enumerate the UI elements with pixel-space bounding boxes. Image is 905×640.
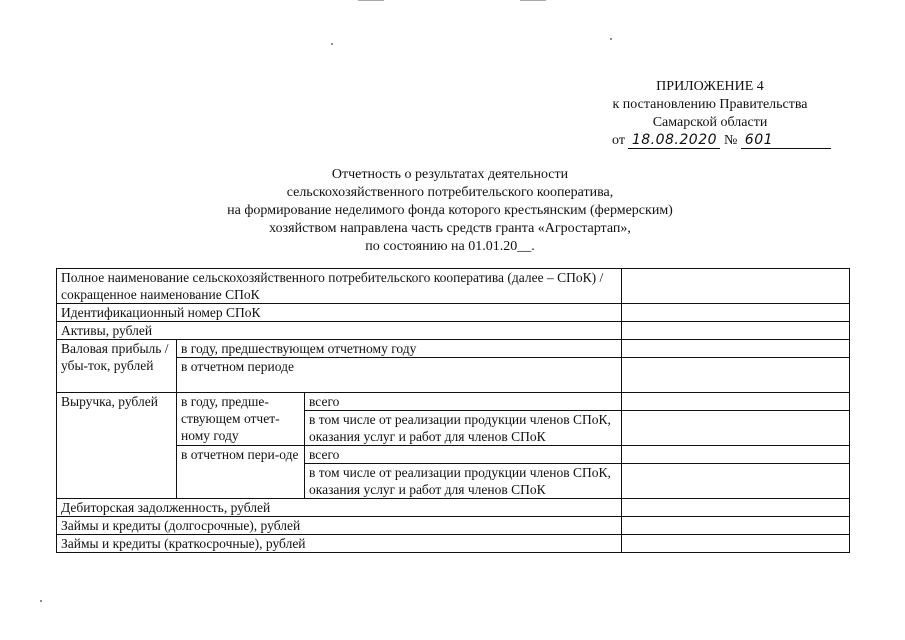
- appendix-resolution: к постановлению Правительства: [612, 97, 808, 112]
- value-cell[interactable]: [622, 411, 850, 446]
- row-label-loans-long: Займы и кредиты (долгосрочные), рублей: [57, 517, 622, 535]
- table-row: [57, 517, 850, 535]
- table-row: [57, 322, 850, 340]
- table-row: [57, 535, 850, 553]
- scan-speck: [40, 600, 42, 602]
- gross-profit-prev-year: в году, предшествующем отчетному году: [177, 340, 622, 358]
- scan-mark: [358, 0, 384, 1]
- appendix-region: Самарской области: [652, 115, 768, 130]
- row-label-receivables: Дебиторская задолженность, рублей: [57, 499, 622, 517]
- value-cell[interactable]: [622, 393, 850, 411]
- appendix-reference: [590, 132, 830, 150]
- title-line: на формирование неделимого фонда которого крестьянским (фермерским): [227, 203, 673, 218]
- revenue-prev-year: в году, предше-ствующем отчет-ному году: [177, 393, 305, 446]
- value-cell[interactable]: [622, 322, 850, 340]
- table-row: [57, 499, 850, 517]
- revenue-period-total: всего: [305, 446, 622, 464]
- from-label: от: [612, 133, 625, 148]
- title-line: Отчетность о результатах деятельности: [331, 167, 569, 182]
- value-cell[interactable]: [622, 499, 850, 517]
- gross-profit-report-period: в отчетном периоде: [177, 358, 622, 393]
- row-label-gross-profit: Валовая прибыль / убы-ток, рублей: [57, 340, 177, 393]
- appendix-header: [590, 78, 830, 150]
- title-line: сельскохозяйственного потребительского кооператива,: [286, 185, 614, 200]
- revenue-prev-total: всего: [305, 393, 622, 411]
- row-label-revenue: Выручка, рублей: [57, 393, 177, 499]
- title-line: хозяйством направлена часть средств гранта «Агростартап»,: [269, 221, 631, 236]
- revenue-prev-members: в том числе от реализации продукции членов СПоК, оказания услуг и работ для членов СПоК: [305, 411, 622, 446]
- value-cell[interactable]: [622, 446, 850, 464]
- table-row: [57, 340, 850, 358]
- table-row: [57, 304, 850, 322]
- revenue-period-members: в том числе от реализации продукции членов СПоК, оказания услуг и работ для членов СПоК: [305, 464, 622, 499]
- value-cell[interactable]: [622, 358, 850, 393]
- row-label-assets: Активы, рублей: [57, 322, 622, 340]
- resolution-date: 18.08.2020: [628, 133, 720, 149]
- scan-speck: [331, 43, 333, 45]
- row-label-loans-short: Займы и кредиты (краткосрочные), рублей: [57, 535, 622, 553]
- value-cell[interactable]: [622, 304, 850, 322]
- table-row: [57, 393, 850, 411]
- scan-speck: [610, 38, 612, 40]
- title-line: по состоянию на 01.01.20__.: [365, 239, 535, 254]
- row-label-id: Идентификационный номер СПоК: [57, 304, 622, 322]
- row-label-full-name: Полное наименование сельскохозяйственного потребительского кооператива (далее – СПоК) / сокращенное наименование СПоК: [57, 269, 622, 304]
- value-cell[interactable]: [622, 517, 850, 535]
- scan-mark: [520, 0, 546, 1]
- value-cell[interactable]: [622, 269, 850, 304]
- resolution-number: 601: [741, 133, 831, 149]
- table-row: [57, 269, 850, 304]
- report-table: [56, 268, 850, 553]
- value-cell[interactable]: [622, 340, 850, 358]
- revenue-report-period: в отчетном пери-оде: [177, 446, 305, 499]
- appendix-title: ПРИЛОЖЕНИЕ 4: [656, 79, 764, 94]
- number-label: №: [723, 133, 738, 148]
- value-cell[interactable]: [622, 464, 850, 499]
- report-title: [180, 166, 720, 256]
- value-cell[interactable]: [622, 535, 850, 553]
